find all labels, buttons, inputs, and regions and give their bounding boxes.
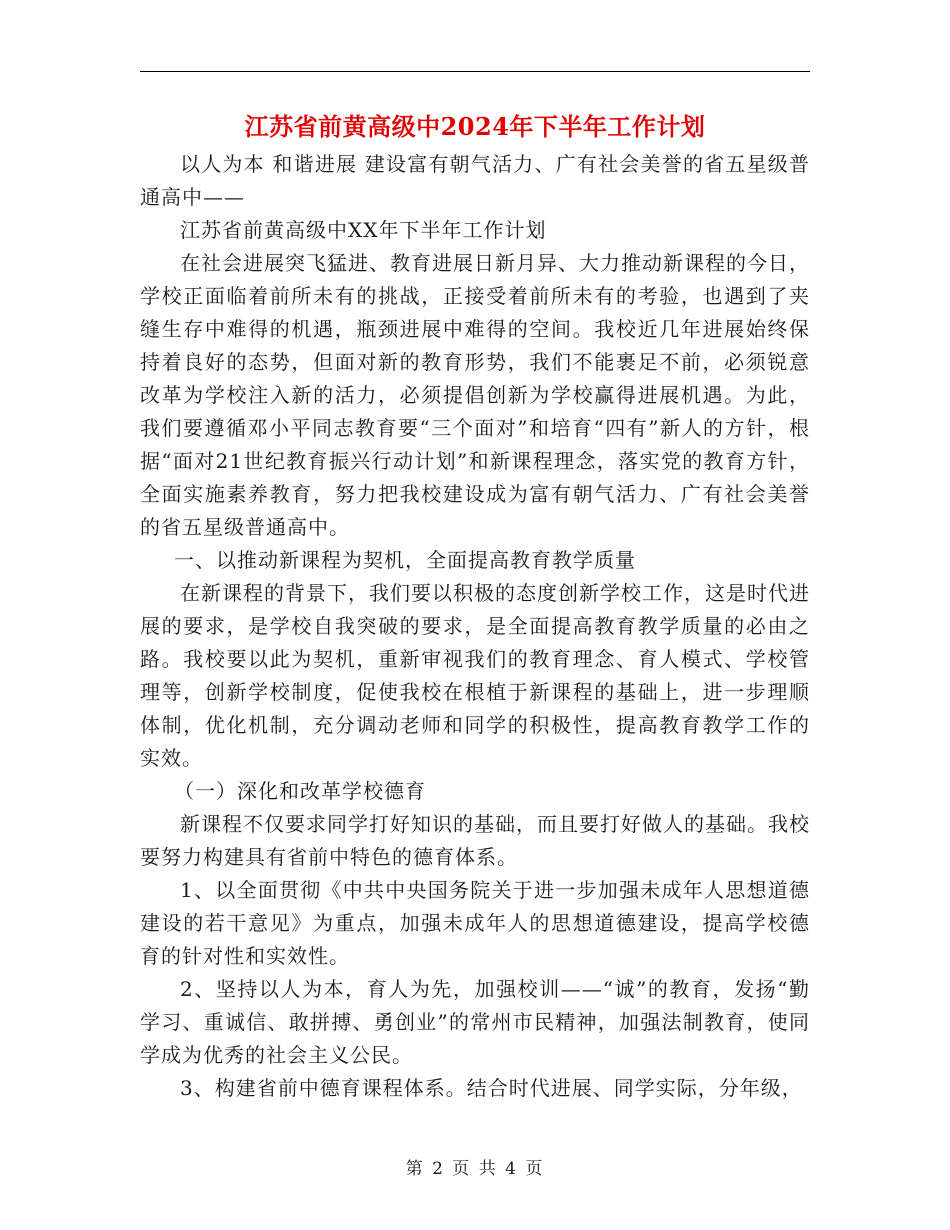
body-paragraph: 在社会进展突飞猛进、教育进展日新月异、大力推动新课程的今日，学校正面临着前所未有的挑战，正接受着前所未有的考验，也遇到了夹缝生存中难得的机遇，瓶颈进展中难得的空间。我校近几年进展始终保持着良好的态势，但面对新的教育形势，我们不能裹足不前，必须锐意改革为学校注入新的活力，必须提倡创新为学校赢得进展机遇。为此，我们要遵循邓小平同志教育要“三个面对”和培育“四有”新人的方针，根据“面对21世纪教育振兴行动计划”和新课程理念，落实党的教育方针，全面实施素养教育，努力把我校建设成为富有朝气活力、广有社会美誉的省五星级普通高中。 — [140, 251, 810, 539]
subtitle-paragraph: 以人为本 和谐进展 建设富有朝气活力、广有社会美誉的省五星级普通高中—— — [140, 152, 810, 209]
list-item: 3、构建省前中德育课程体系。结合时代进展、同学实际，分年级， — [180, 1076, 803, 1100]
list-item: 2、坚持以人为本，育人为先，加强校训——“诚”的教育，发扬“勤学习、重诚信、敢拼搏、勇创业”的常州市民精神，加强法制教育，使同学成为优秀的社会主义公民。 — [140, 977, 810, 1067]
body-paragraph: 在新课程的背景下，我们要以积极的态度创新学校工作，这是时代进展的要求，是学校自我突破的要求，是全面提高教育教学质量的必由之路。我校要以此为契机，重新审视我们的教育理念、育人模式、学校管理等，创新学校制度，促使我校在根植于新课程的基础上，进一步理顺体制，优化机制，充分调动老师和同学的积极性，提高教育教学工作的实效。 — [140, 581, 810, 770]
page-number: 第 2 页 共 4 页 — [405, 1159, 545, 1179]
document-body — [140, 148, 810, 1105]
heading-paragraph: 江苏省前黄高级中XX年下半年工作计划 — [180, 218, 547, 242]
subsection-heading: （一）深化和改革学校德育 — [174, 779, 426, 803]
header-rule — [140, 71, 810, 72]
body-paragraph: 新课程不仅要求同学打好知识的基础，而且要打好做人的基础。我校要努力构建具有省前中特色的德育体系。 — [140, 812, 810, 869]
list-item: 1、以全面贯彻《中共中央国务院关于进一步加强未成年人思想道德建设的若干意见》为重点，加强未成年人的思想道德建设，提高学校德育的针对性和实效性。 — [140, 878, 810, 968]
document-title: 江苏省前黄高级中2024年下半年工作计划 — [244, 112, 706, 141]
section-heading: 一、以推动新课程为契机，全面提高教育教学质量 — [174, 548, 636, 572]
